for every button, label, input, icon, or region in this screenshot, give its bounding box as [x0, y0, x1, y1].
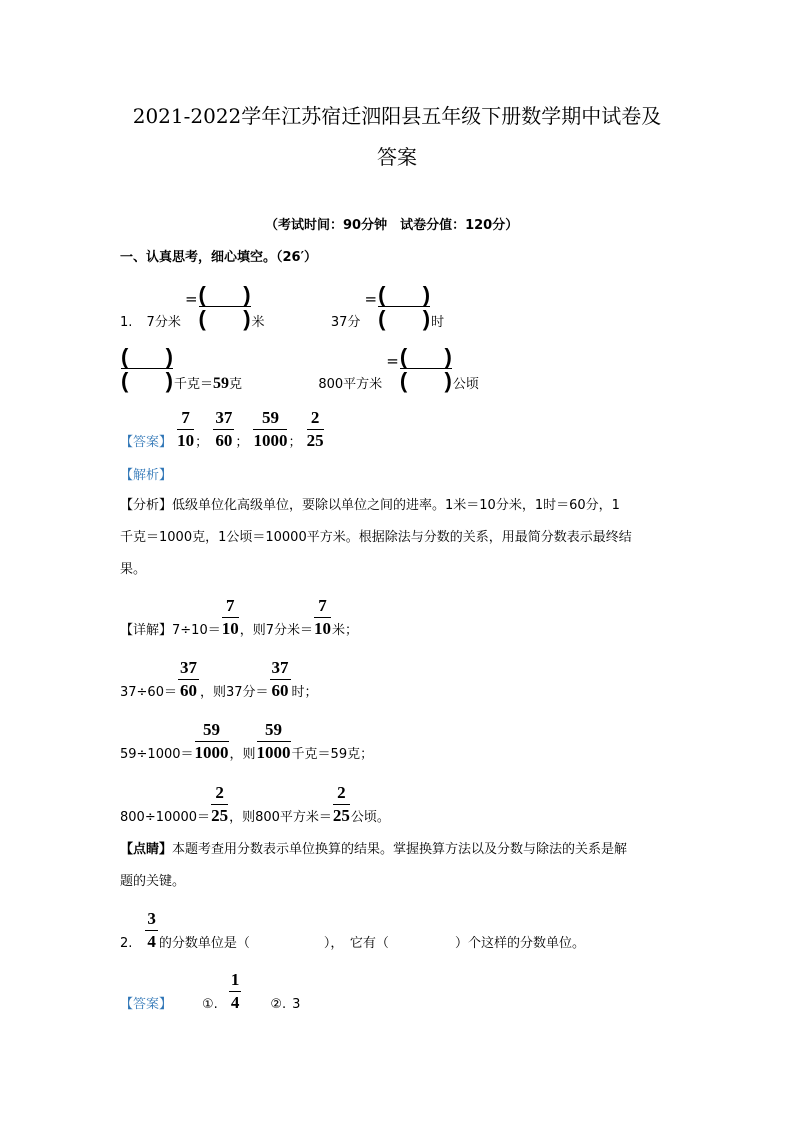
text-span: 千克＝59克；: [291, 746, 374, 762]
text-span: 【分析】: [120, 498, 173, 513]
numerator: 37: [213, 409, 234, 430]
denominator: 10: [177, 430, 195, 450]
denominator: 1000: [253, 430, 288, 450]
numerator: 7: [314, 597, 331, 618]
numerator: [400, 345, 452, 369]
unit: 克: [229, 377, 243, 393]
text-span: 的分数单位是（: [158, 935, 250, 951]
text-span: ）， 它有（: [323, 935, 389, 951]
text-span: ): [165, 344, 173, 369]
text-span: (: [198, 282, 206, 307]
analysis-label: 【解析】: [120, 468, 173, 483]
denominator: [199, 307, 251, 330]
text-span: ): [444, 344, 452, 369]
numerator: [378, 283, 430, 307]
q2-answer: [120, 971, 300, 1012]
text-span: [257, 721, 291, 762]
text-span: [333, 784, 350, 825]
exam-info: （考试时间：90分钟 试卷分值：120分）: [265, 218, 519, 233]
text-span: (: [121, 344, 129, 369]
unit: 米: [251, 315, 265, 331]
q1-a-label: 7分米: [146, 315, 181, 331]
dianjing-line1: [120, 843, 627, 856]
text-span: 3: [292, 996, 301, 1012]
denominator: 4: [230, 992, 240, 1012]
text-span: ): [422, 306, 431, 332]
q1-answer: [120, 409, 325, 450]
text-span: 59÷1000＝: [120, 746, 194, 762]
text-span: 米；: [332, 622, 359, 638]
numerator: 37: [178, 659, 199, 680]
denominator: 25: [332, 805, 350, 825]
fenxi-line3: 果。: [120, 562, 147, 577]
text-span: [195, 721, 229, 762]
text-span: ): [444, 368, 452, 394]
denominator: 25: [306, 430, 324, 450]
denominator: 1000: [194, 742, 229, 762]
text-span: ①.: [202, 996, 218, 1012]
denominator: 60: [271, 680, 289, 700]
text-span: [211, 784, 228, 825]
answer-fraction: [177, 409, 194, 450]
numerator: [199, 283, 251, 307]
text-span: 公顷。: [350, 809, 390, 825]
text-span: [222, 597, 239, 638]
text-span: [229, 971, 242, 1012]
text-span: ): [243, 282, 251, 307]
text-span: ；: [235, 434, 249, 450]
denominator: 10: [221, 618, 239, 638]
equals-sign: =: [364, 290, 378, 309]
q1-d-label: 800平方米: [318, 377, 383, 393]
text-span: 时；: [291, 684, 318, 700]
numerator: 59: [253, 409, 287, 430]
doc-title-line1: 2021-2022学年江苏宿迁泗阳县五年级下册数学期中试卷及: [132, 104, 662, 128]
detail-line4: [120, 784, 390, 825]
q2-fraction: [145, 910, 158, 951]
numerator: 7: [222, 597, 239, 618]
numerator: 2: [333, 784, 350, 805]
text-span: ；: [195, 434, 209, 450]
detail-line1: [120, 597, 358, 638]
answer-label: 【答案】: [120, 996, 173, 1012]
text-span: 低级单位化高级单位，要除以单位之间的进率。1米＝10分米，1时＝60分，1: [172, 498, 620, 513]
text-span: (: [121, 368, 129, 394]
text-span: ，则: [229, 746, 256, 762]
numerator: 59: [195, 721, 229, 742]
text-span: [314, 597, 331, 638]
denominator: 60: [179, 680, 197, 700]
text-span: ): [243, 306, 251, 332]
doc-title-line2: 答案: [377, 145, 417, 169]
text-span: (: [399, 368, 408, 394]
value: 59: [213, 375, 230, 393]
equals-sign: =: [184, 290, 198, 309]
numerator: 2: [307, 409, 324, 430]
text-span: 37÷60＝: [120, 684, 177, 700]
unit: 时: [431, 315, 445, 331]
q1-row2: [120, 345, 479, 392]
denominator: 60: [215, 430, 233, 450]
text-span: ，则800平方米＝: [229, 809, 332, 825]
text-span: [178, 659, 199, 700]
blank-fraction[interactable]: [121, 345, 173, 392]
text-span: ，则37分＝: [199, 684, 269, 700]
denominator: [378, 307, 430, 330]
denominator: 25: [211, 805, 229, 825]
denominator: 10: [314, 618, 332, 638]
denominator: 4: [147, 931, 156, 951]
numerator: 59: [257, 721, 291, 742]
text-span: ): [422, 282, 431, 307]
numerator: 2: [211, 784, 228, 805]
text-span: 7÷10＝: [172, 622, 221, 638]
text-span: 本题考查用分数表示单位换算的结果。掌握换算方法以及分数与除法的关系是解: [172, 842, 628, 857]
text-span: [270, 659, 291, 700]
numerator: 37: [270, 659, 291, 680]
numerator: 1: [229, 971, 242, 992]
numerator: [121, 345, 173, 369]
answer-fraction: [213, 409, 234, 450]
dianjing-line2: 题的关键。: [120, 874, 186, 889]
detail-line2: [120, 659, 318, 700]
q1-row1: [120, 283, 444, 330]
question-number: 2.: [120, 935, 133, 951]
blank-fraction[interactable]: [199, 283, 251, 330]
blank-fraction[interactable]: [400, 345, 452, 392]
text-span: (: [198, 306, 206, 332]
text-span: ）个这样的分数单位。: [454, 935, 585, 951]
text-span: 800÷10000＝: [120, 809, 211, 825]
text-span: (: [378, 306, 386, 332]
text-span: (: [399, 344, 408, 369]
answer-fraction: [253, 409, 287, 450]
numerator: 3: [145, 910, 158, 931]
fenxi-line1: [120, 499, 620, 512]
equals-sign: =: [386, 352, 399, 371]
q2-row: [120, 910, 585, 951]
q1-b-label: 37分: [330, 315, 361, 331]
blank-fraction[interactable]: [378, 283, 430, 330]
text-span: ): [165, 368, 173, 394]
detail-line3: [120, 721, 373, 762]
denominator: [121, 369, 173, 392]
numerator: 7: [177, 409, 194, 430]
unit: 千克＝: [174, 377, 214, 393]
denominator: [400, 369, 452, 392]
fenxi-line2: 千克＝1000克，1公顷＝10000平方米。根据除法与分数的关系，用最简分数表示最终结: [120, 530, 632, 545]
text-span: (: [378, 282, 386, 307]
answer-fraction: [307, 409, 324, 450]
text-span: ，则7分米＝: [239, 622, 314, 638]
denominator: 1000: [256, 742, 291, 762]
text-span: ②.: [270, 996, 287, 1012]
answer-label: 【答案】: [120, 434, 173, 450]
unit: 公顷: [452, 377, 479, 393]
text-span: ；: [288, 434, 302, 450]
question-number: 1.: [120, 315, 133, 331]
section-heading: 一、认真思考，细心填空。（26′）: [120, 250, 318, 265]
text-span: 【点睛】: [120, 842, 173, 857]
text-span: 【详解】: [120, 622, 173, 638]
